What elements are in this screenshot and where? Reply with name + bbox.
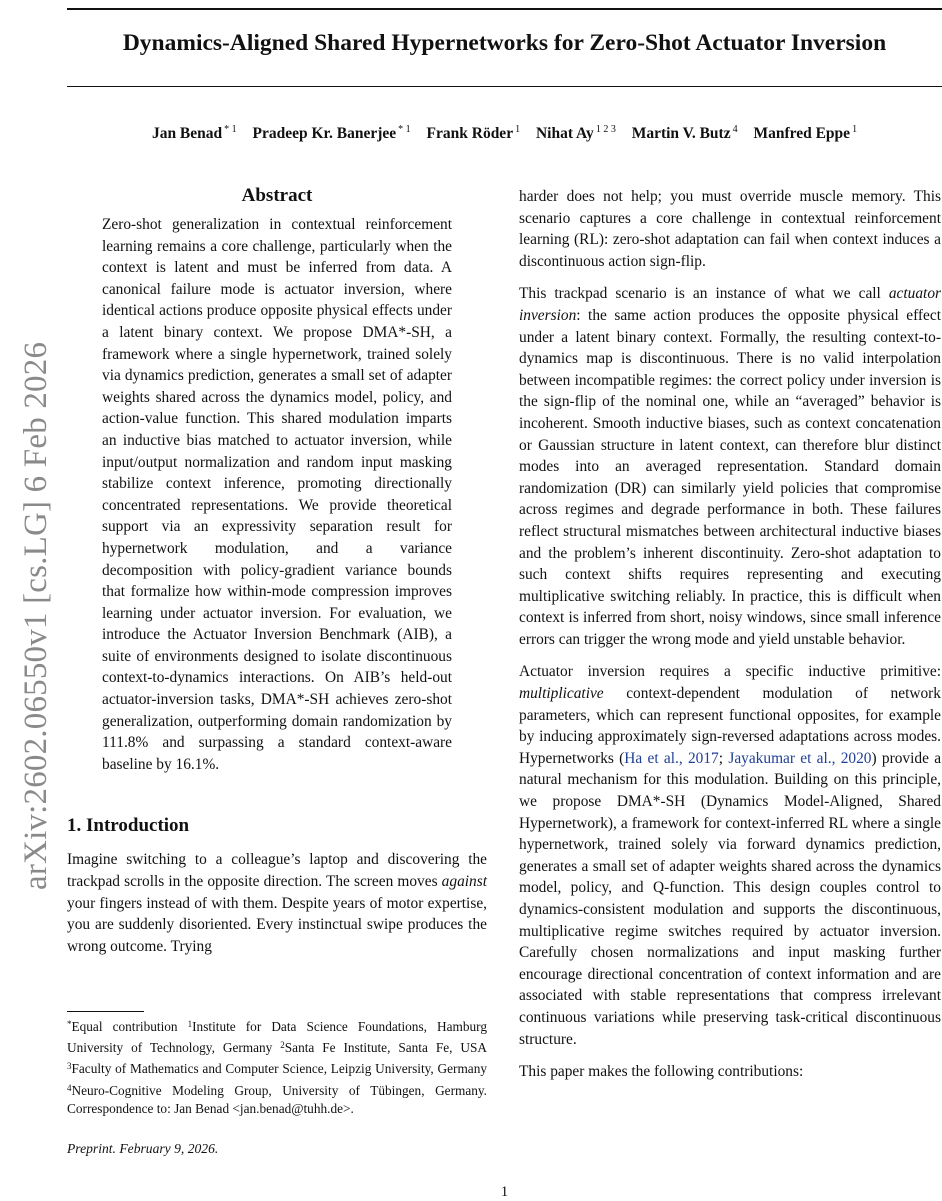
author-name: Manfred Eppe [753, 125, 851, 142]
footnote-text: Faculty of Mathematics and Computer Science, Leipzig University, Germany [71, 1061, 487, 1077]
citation-link[interactable]: Jayakumar et al., 2020 [728, 749, 872, 767]
paragraph-text: This trackpad scenario is an instance of what we call [519, 285, 889, 303]
footnote-mark: 4 [67, 1082, 72, 1093]
title-rule-bottom [67, 86, 942, 87]
hypernetwork-paragraph [519, 661, 941, 1050]
footnote-mark: 3 [67, 1061, 72, 1072]
actuator-inversion-paragraph [519, 283, 941, 650]
author [152, 125, 237, 142]
author-affiliation: * 1 [398, 124, 411, 135]
author-affiliation: 1 [515, 124, 521, 135]
citation-link[interactable]: Ha et al., 2017 [624, 749, 719, 767]
preprint-note: Preprint. February 9, 2026. [67, 1141, 219, 1156]
paragraph-text: : the same action produces the opposite physical effect under a latent binary context. Formally, the resulting context-to-dynamics map is discontinuous. There is no valid interpolation between incompatible regimes: the correct policy under inversion is the sign-flip of the nominal one, while an “averaged” behavior is incoherent. Smooth inductive biases, such as context concatenation or Gaussian structure in latent context, can therefore blur distinct modes into an averaged representation. Standard domain randomization (DR) can similarly yield policies that compromise across regimes and degrade performance in both. These failures reflect structural mismatches between architectural inductive biases and the problem’s inherent discontinuity. Zero-shot adaptation to such context shifts requires representing and executing multiplicative switching reliably. In practice, this is difficult when context is inferred from short, noisy windows, since small inference errors can trigger the wrong mode and yield unstable behavior. [519, 306, 941, 648]
intro-paragraph-continued: harder does not help; you must override muscle memory. This scenario captures a core challenge in contextual reinforcement learning (RL): zero-shot adaptation can fail when context induces a discontinuous action sign-flip. [519, 188, 941, 270]
citation-separator: ; [718, 749, 729, 767]
introduction-heading: 1. Introduction [67, 815, 190, 837]
affiliations-footnote [67, 1015, 487, 1118]
author-name: Nihat Ay [535, 125, 594, 142]
author-name: Pradeep Kr. Banerjee [252, 125, 397, 142]
author [427, 125, 521, 142]
paragraph-text: Actuator inversion requires a specific inductive primitive: [519, 663, 941, 681]
intro-paragraph [67, 849, 487, 957]
title-rule-top [67, 8, 942, 10]
footnote-mark: 1 [187, 1019, 193, 1029]
footnote-rule [67, 1011, 144, 1012]
author [253, 125, 411, 142]
left-column [67, 183, 487, 957]
right-column [519, 186, 941, 1083]
author [753, 125, 857, 142]
footnote-text: Santa Fe Institute, Santa Fe, USA [284, 1040, 487, 1056]
author-affiliation: 4 [732, 124, 738, 135]
term-emphasis: multiplicative [519, 685, 604, 703]
author [536, 125, 616, 142]
page-number: 1 [500, 1184, 509, 1200]
footnote-mark: 2 [280, 1040, 285, 1051]
author-name: Martin V. Butz [631, 125, 731, 142]
paragraph-text: ) provide a natural mechanism for this modulation. Building on this principle, we propose DMA*-SH (Dynamics Model-Aligned, Shared Hypernetwork), a framework for context-inferred RL where a single hypernetwork, trained solely via forward dynamics prediction, generates a small set of adapter weights shared across the dynamics model, policy, and Q-function. This design couples control to dynamics-consistent modulation and supports the discontinuous, multiplicative regime switches required by actuator inversion. Carefully chosen normalizations and input masking further encourage directional concentration of context information and are associated with stable representations that compress irrelevant continuous variations while preserving task-critical discontinuous structure. [519, 749, 942, 1048]
footnote-mark: * [67, 1019, 72, 1029]
author-affiliation: 1 2 3 [595, 124, 616, 135]
author-list [67, 124, 942, 143]
footnote-text: Equal contribution [71, 1019, 188, 1034]
footnote-text: Neuro-Cognitive Modeling Group, University of Tübingen, Germany. Correspondence to: Jan Benad <jan.benad@tuhh.de>. [67, 1082, 487, 1116]
intro-emphasis: against [441, 873, 487, 891]
abstract-text: Zero-shot generalization in contextual reinforcement learning remains a core challenge, particularly when the context is latent and must be inferred from data. A canonical failure mode is actuator inversion, where identical actions produce opposite physical effects under a latent binary context. We propose DMA*-SH, a framework where a single hypernetwork, trained solely via dynamics prediction, generates a small set of adapter weights shared across the dynamics model, policy, and action-value function. This shared modulation imparts an inductive bias matched to actuator inversion, while input/output normalization and random input masking stabilize context inference, promoting directionally concentrated representations. We provide theoretical support via an expressivity separation result for hypernetwork modulation, and a variance decomposition with policy-gradient variance bounds that formalize how within-mode compression improves learning under actuator inversion. For evaluation, we introduce the Actuator Inversion Benchmark (AIB), a suite of environments designed to isolate discontinuous context-to-dynamics interactions. On AIB’s held-out actuator-inversion tasks, DMA*-SH achieves zero-shot generalization, outperforming domain randomization by 111.8% and surpassing a standard context-aware baseline by 16.1%. [102, 216, 452, 773]
term-emphasis: actuator inversion [519, 285, 941, 324]
contributions-lead: This paper makes the following contributions: [519, 1063, 804, 1081]
author-affiliation: * 1 [224, 124, 237, 135]
author-name: Frank Röder [426, 125, 514, 142]
abstract-heading: Abstract [241, 185, 313, 206]
arxiv-identifier-stamp: arXiv:2602.06550v1 [cs.LG] 6 Feb 2026 [18, 341, 54, 890]
intro-text: Imagine switching to a colleague’s laptop and discovering the trackpad scrolls in the opposite direction. The screen moves [67, 851, 487, 891]
author [632, 125, 738, 142]
footnote-text: Institute for Data Science Foundations, Hamburg University of Technology, Germany [67, 1019, 487, 1056]
paragraph-text: context-dependent modulation of network parameters, which can represent functional opposites, for example by inducing approximately sign-reversed adaptations across modes. Hypernetworks ( [519, 685, 941, 767]
intro-text: your fingers instead of with them. Despite years of motor expertise, you are suddenly disoriented. Every instinctual swipe produces the wrong outcome. Trying [67, 894, 487, 955]
author-name: Jan Benad [151, 125, 223, 142]
author-affiliation: 1 [852, 124, 858, 135]
paper-title: Dynamics-Aligned Shared Hypernetworks for Zero-Shot Actuator Inversion [122, 30, 887, 56]
